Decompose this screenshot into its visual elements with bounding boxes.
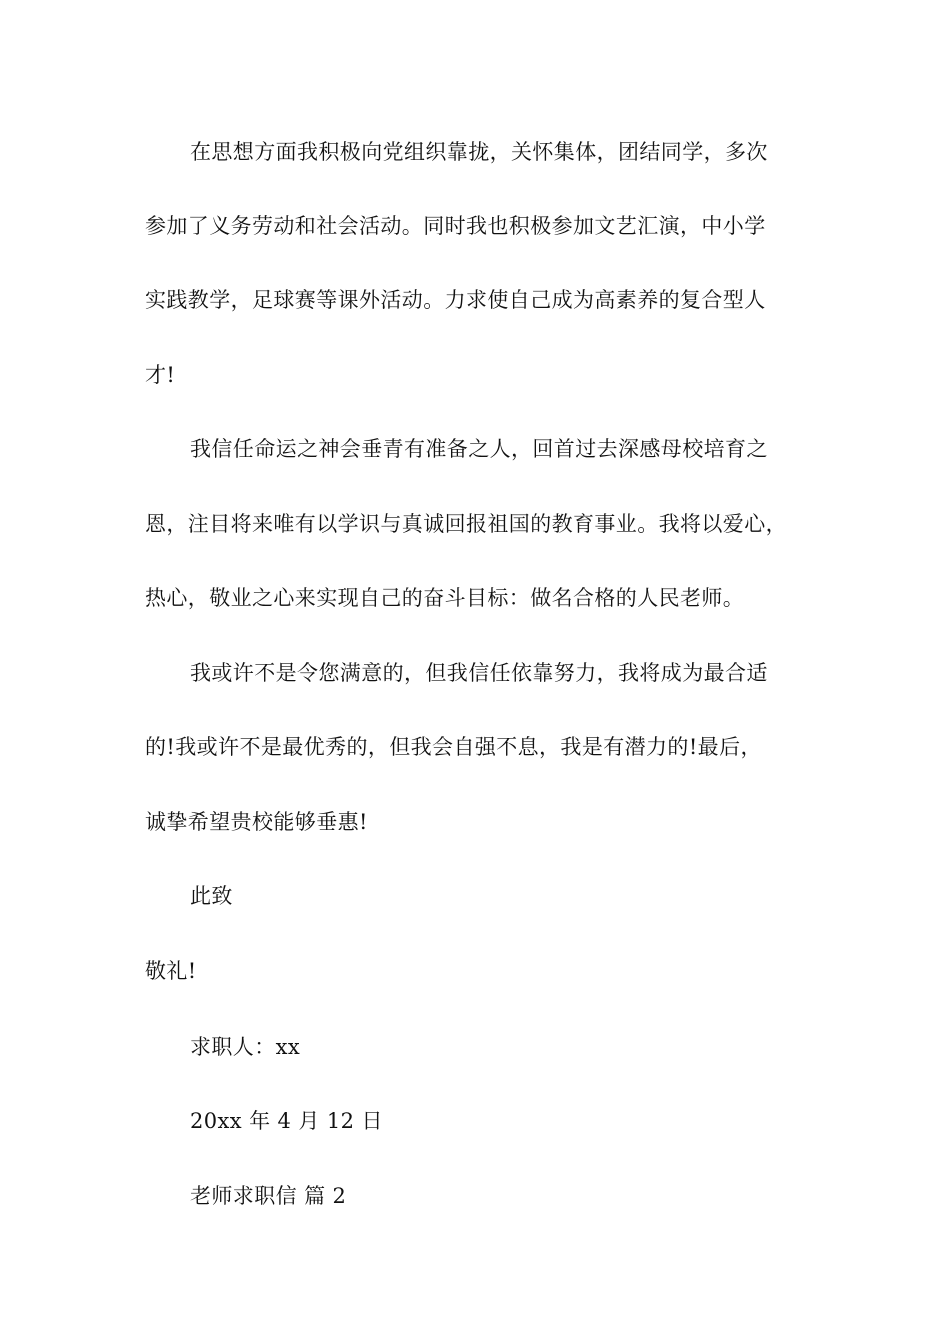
closing-salutation: 此致 <box>190 884 233 908</box>
signature-applicant: 求职人：xx <box>190 1035 301 1059</box>
paragraph-3-line-1: 我或许不是令您满意的，但我信任依靠努力，我将成为最合适 <box>190 661 768 685</box>
paragraph-3-line-3: 诚挚希望贵校能够垂惠! <box>145 810 368 834</box>
paragraph-2-line-1: 我信任命运之神会垂青有准备之人，回首过去深感母校培育之 <box>190 437 768 461</box>
closing-regards: 敬礼! <box>145 959 197 983</box>
section-heading: 老师求职信 篇 2 <box>190 1184 347 1208</box>
paragraph-2-line-3: 热心，敬业之心来实现自己的奋斗目标：做名合格的人民老师。 <box>145 586 745 610</box>
signature-date: 20xx 年 4 月 12 日 <box>190 1109 383 1133</box>
paragraph-2-line-2: 恩，注目将来唯有以学识与真诚回报祖国的教育事业。我将以爱心， <box>145 512 787 536</box>
paragraph-1-line-1: 在思想方面我积极向党组织靠拢，关怀集体，团结同学，多次 <box>190 140 768 164</box>
paragraph-1-line-3: 实践教学，足球赛等课外活动。力求使自己成为高素养的复合型人 <box>145 288 766 312</box>
paragraph-3-line-2: 的!我或许不是最优秀的，但我会自强不息，我是有潜力的!最后， <box>145 735 762 759</box>
paragraph-1-line-4: 才! <box>145 363 176 387</box>
paragraph-1-line-2: 参加了义务劳动和社会活动。同时我也积极参加文艺汇演，中小学 <box>145 214 766 238</box>
